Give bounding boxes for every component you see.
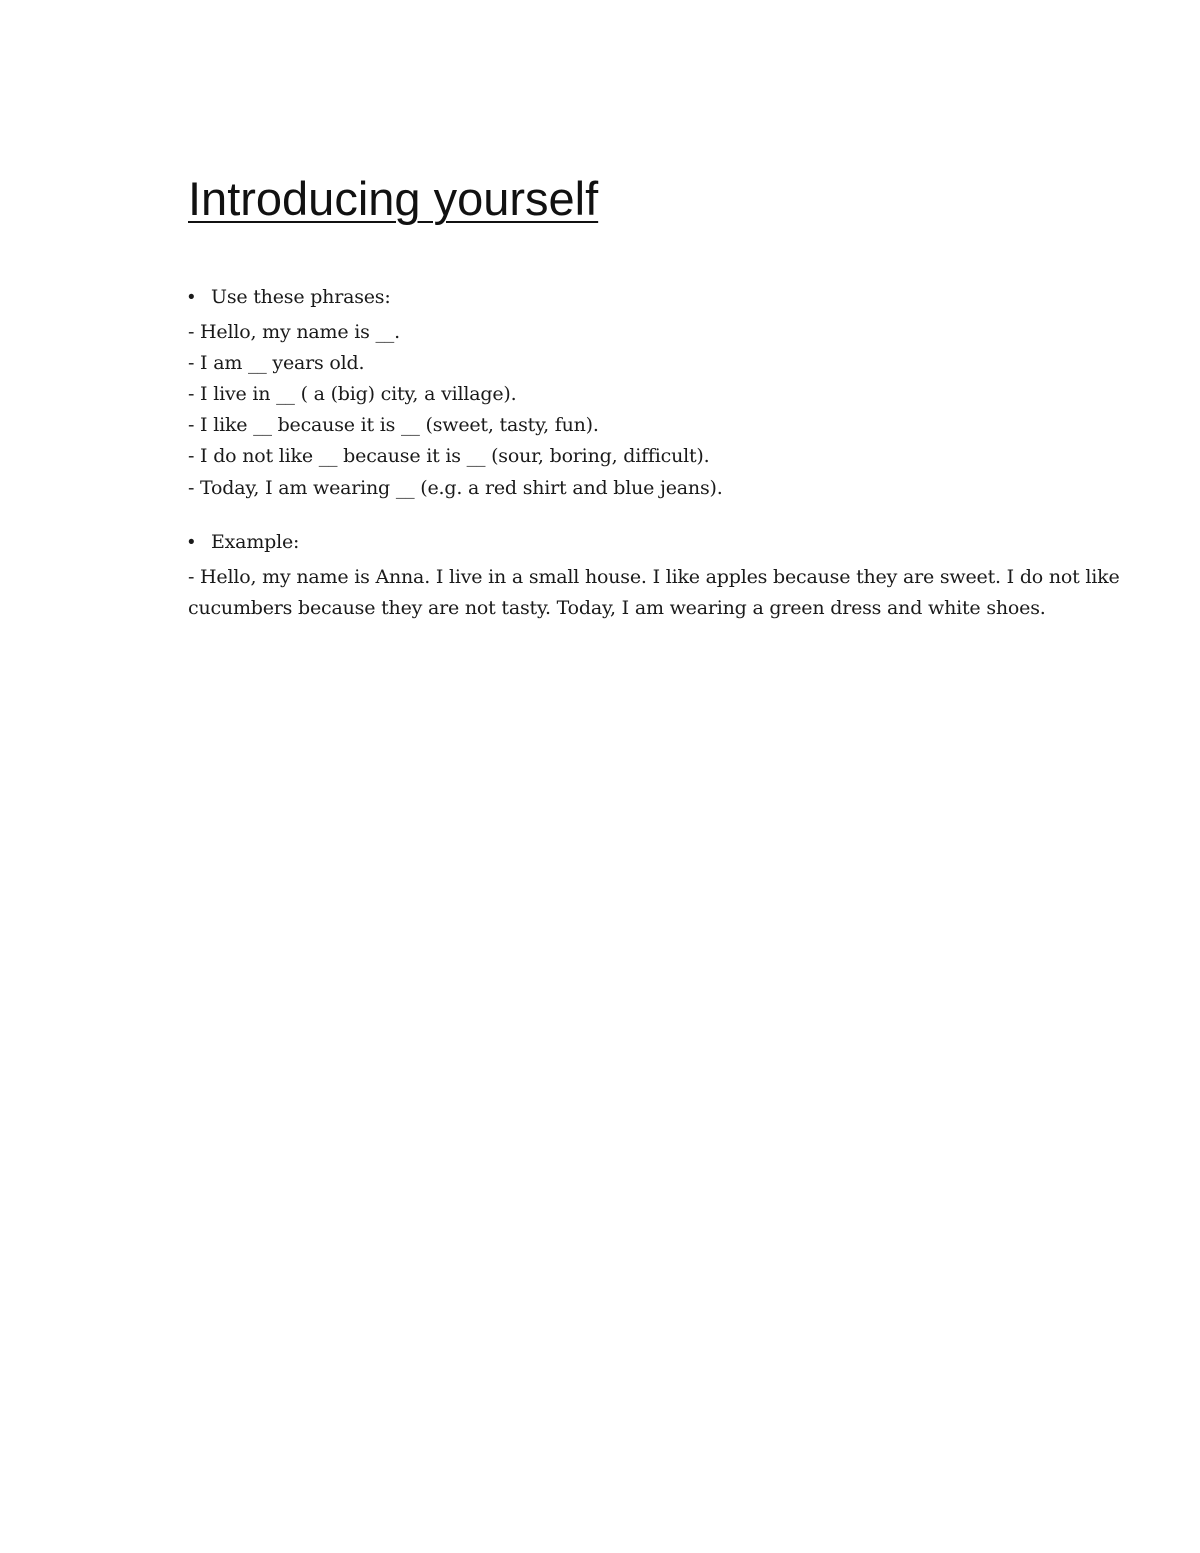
phrase-line: - I like __ because it is __ (sweet, tasty, fun). xyxy=(188,414,599,436)
phrase-line: - I do not like __ because it is __ (sour, boring, difficult). xyxy=(188,445,710,467)
phrase-line: - Hello, my name is __. xyxy=(188,321,400,343)
example-heading xyxy=(188,531,299,554)
example-paragraph: - Hello, my name is Anna. I live in a small house. I like apples because they are sweet. I do not like cucumbers because they are not tasty. Today, I am wearing a green dress and white shoes. xyxy=(188,566,1120,619)
bullet-icon: • xyxy=(188,532,195,553)
example-heading-label: Example: xyxy=(211,531,300,553)
phrase-line: - I live in __ ( a (big) city, a village). xyxy=(188,383,517,405)
phrase-line: - Today, I am wearing __ (e.g. a red shirt and blue jeans). xyxy=(188,477,723,499)
phrases-heading-label: Use these phrases: xyxy=(211,286,391,308)
page-title: Introducing yourself xyxy=(188,172,599,225)
phrases-heading xyxy=(188,286,391,309)
phrase-line: - I am __ years old. xyxy=(188,352,365,374)
bullet-icon: • xyxy=(188,287,195,308)
